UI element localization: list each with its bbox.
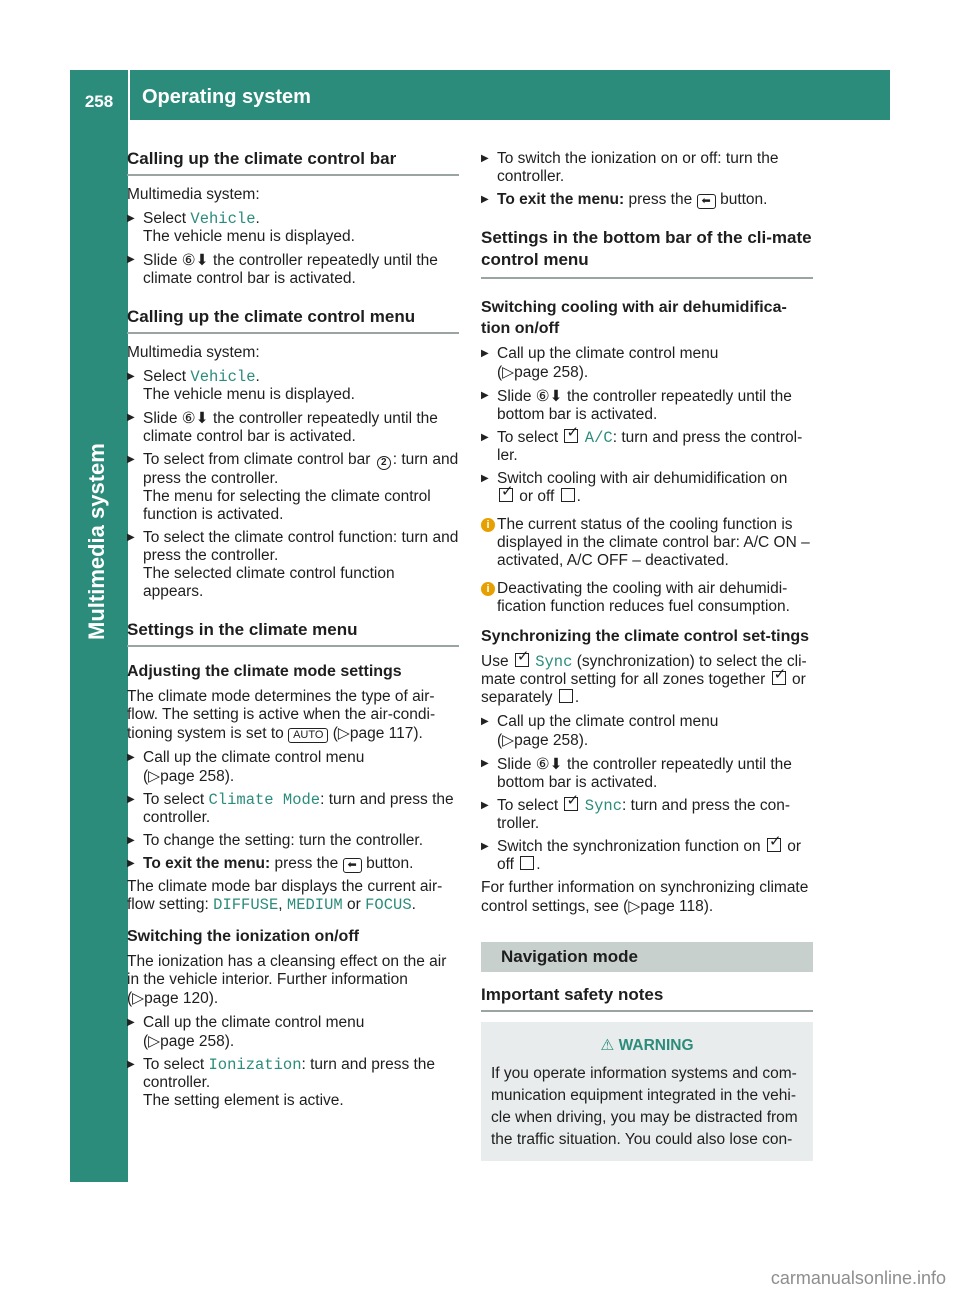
list-item: ▶ Select Vehicle. The vehicle menu is displayed. [127,210,459,246]
left-column [127,150,459,1115]
controller-slide-icon: ⑥⬇ [181,251,209,269]
warning-text: If you operate information systems and com-munication equipment integrated in the vehi-cle when driving, you may be distracted from the traffic situation. You could also lose con- [491,1065,798,1148]
list-item: ▶ Call up the climate control menu (▷page 258). [481,345,813,382]
watermark: carmanualsonline.info [770,1268,946,1288]
option-diffuse[interactable]: DIFFUSE [213,896,279,914]
paragraph: The climate mode bar displays the current air-flow setting: DIFFUSE, MEDIUM or FOCUS. [127,878,443,914]
page-ref-icon: ▷ [337,724,350,742]
list-item: ▶ To select Ionization: turn and press the controller. The setting element is active. [127,1056,459,1110]
paragraph: The climate mode determines the type of air-flow. The setting is active when the air-condi-tioning system is set to AUTO (▷page 117). [127,688,436,742]
list-item: ▶ To select Climate Mode: turn and press the controller. [127,791,459,827]
menu-item-vehicle[interactable]: Vehicle [190,210,256,228]
list-item: ▶ Switch cooling with air dehumidification on ✓ or off . [481,470,813,506]
menu-item-ionization[interactable]: Ionization [208,1056,302,1074]
auto-icon: AUTO [288,728,328,743]
menu-item-climate-mode[interactable]: Climate Mode [208,791,321,809]
menu-item-sync[interactable]: Sync [535,653,573,671]
subsection-heading: Adjusting the climate mode settings [127,663,402,680]
list-item: ▶ Slide ⑥⬇ the controller repeatedly until the bottom bar is activated. [481,755,813,792]
side-tab [70,120,128,1182]
menu-item-ac[interactable]: A/C [584,429,613,447]
option-focus[interactable]: FOCUS [365,896,412,914]
info-note: i The current status of the cooling function is displayed in the climate control bar: A/C ON – activated, A/C OFF – deactivated. [481,516,813,570]
section-heading: Settings in the bottom bar of the cli-mate control menu [481,227,813,279]
page-ref-icon: ▷ [502,731,515,749]
checkbox-empty-icon [561,488,575,502]
checkbox-checked-icon [499,488,513,502]
list-item: ▶ To select ✓ Sync: turn and press the con-troller. [481,797,813,833]
warning-box [481,1022,813,1161]
list-item: ▶ Slide ⑥⬇ the controller repeatedly until the climate control bar is activated. [127,251,459,288]
subsection-heading: Switching the ionization on/off [127,928,359,945]
menu-item-vehicle[interactable]: Vehicle [190,368,256,386]
back-icon: ⬅ [697,194,716,209]
list-item: ▶ To select from climate control bar 2 : turn and press the controller. The menu for selecting the climate control function is activated. [127,451,459,524]
header-divider [128,70,130,120]
section-heading: Important safety notes [481,986,813,1012]
page-number: 258 [84,92,114,111]
menu-item-sync[interactable]: Sync [584,797,623,815]
list-item: ▶ To select ✓ A/C: turn and press the control-ler. [481,429,813,465]
list-item: ▶ Slide ⑥⬇ the controller repeatedly until the bottom bar is activated. [481,387,813,424]
checkbox-empty-icon [559,689,573,703]
paragraph: Multimedia system: [127,344,260,361]
list-item: ▶ To select the climate control function: turn and press the controller. The selected climate control function appears. [127,529,459,601]
checkbox-empty-icon [520,856,534,870]
section-heading: Calling up the climate control menu [127,308,459,334]
list-item: ▶ To change the setting: turn the controller. [127,832,459,850]
section-heading: Calling up the climate control bar [127,150,459,176]
info-icon: i [481,518,495,532]
side-tab-label: Multimedia system [84,443,109,640]
warning-icon: ⚠ [600,1036,615,1054]
list-item: ▶ Switch the synchronization function on ✓ or off . [481,838,813,874]
section-heading: Settings in the climate menu [127,621,459,647]
back-icon: ⬅ [343,858,362,873]
list-item: ▶ Call up the climate control menu (▷page 258). [481,713,813,750]
right-column [481,150,813,1161]
page-ref-icon: ▷ [148,1032,161,1050]
page-ref-icon: ▷ [148,767,161,785]
checkbox-checked-icon [767,838,781,852]
navigation-mode-banner: Navigation mode [481,942,813,972]
list-item: ▶ Call up the climate control menu (▷page 258). [127,749,459,786]
warning-title: ⚠ WARNING [600,1036,694,1054]
option-medium[interactable]: MEDIUM [286,896,343,914]
list-item: ▶ Select Vehicle. The vehicle menu is displayed. [127,368,459,404]
paragraph: For further information on synchronizing climate control settings, see (▷page 118). [481,879,809,915]
list-item: ▶ To switch the ionization on or off: turn the controller. [481,150,813,186]
controller-slide-icon: ⑥⬇ [535,755,563,773]
checkbox-checked-icon [564,429,578,443]
list-item: ▶ To exit the menu: press the ⬅ button. [127,855,459,873]
list-item: ▶ To exit the menu: press the ⬅ button. [481,191,813,209]
controller-slide-icon: ⑥⬇ [535,387,563,405]
paragraph: Use ✓ Sync (synchronization) to select the cli-mate control setting for all zones together ✓ or separately . [481,653,813,707]
page-ref-icon: ▷ [628,897,641,915]
page-title: Operating system [142,86,311,108]
paragraph: The ionization has a cleansing effect on the air in the vehicle interior. Further information (▷page 120). [127,953,447,1007]
paragraph: Multimedia system: [127,186,260,203]
checkbox-checked-icon [515,653,529,667]
list-item: ▶ Slide ⑥⬇ the controller repeatedly until the climate control bar is activated. [127,409,459,446]
subsection-heading: Switching cooling with air dehumidifica-tion on/off [481,299,787,337]
checkbox-checked-icon [564,797,578,811]
subsection-heading: Synchronizing the climate control set-tings [481,628,810,645]
info-note: i Deactivating the cooling with air dehumidi-fication function reduces fuel consumption. [481,580,813,616]
controller-slide-icon: ⑥⬇ [181,409,209,427]
info-icon: i [481,582,495,596]
page-ref-icon: ▷ [132,989,145,1007]
list-item: ▶ Call up the climate control menu (▷page 258). [127,1014,459,1051]
page-ref-icon: ▷ [502,363,515,381]
number-2-icon: 2 [377,456,391,470]
checkbox-checked-icon [772,671,786,685]
